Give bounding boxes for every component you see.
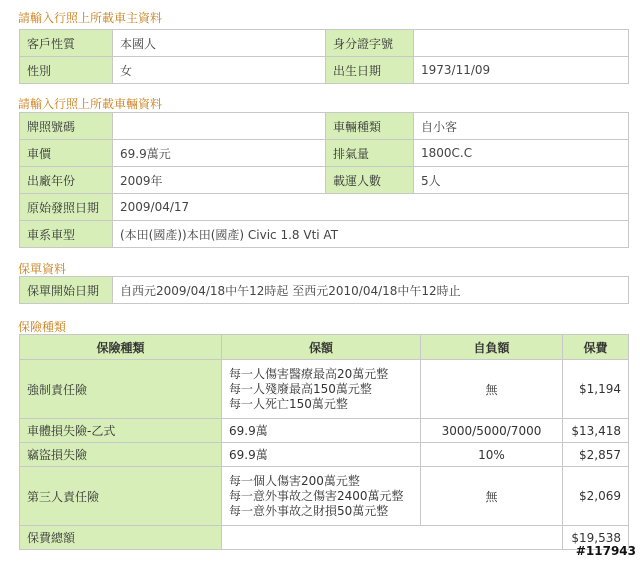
customer-type-label: 客戶性質 [20, 30, 113, 57]
table-row [20, 140, 629, 167]
header-amount: 保額 [222, 335, 421, 360]
car-price-label: 車價 [20, 140, 113, 167]
table-row [20, 419, 629, 443]
table-row [20, 467, 629, 526]
coverage-premium: $1,194 [563, 360, 629, 419]
coverage-type: 第三人責任險 [20, 467, 222, 526]
amount-line: 每一意外事故之傷害2400萬元整 [229, 488, 404, 503]
total-premium-value: $19,538 [563, 526, 629, 550]
passenger-count-label: 載運人數 [326, 167, 414, 194]
coverage-type: 竊盜損失險 [20, 443, 222, 467]
table-row [20, 221, 629, 248]
original-issue-date-label: 原始發照日期 [20, 194, 113, 221]
car-model-value: (本田(國產))本田(國產) Civic 1.8 Vti AT [113, 221, 629, 248]
vehicle-section-title: 請輸入行照上所載車輛資料 [18, 97, 163, 111]
plate-number-value [113, 113, 326, 140]
original-issue-date-value: 2009/04/17 [113, 194, 629, 221]
vehicle-type-label: 車輛種類 [326, 113, 414, 140]
total-spacer [222, 526, 563, 550]
coverage-deductible: 3000/5000/7000 [421, 419, 563, 443]
table-header-row [20, 335, 629, 360]
owner-section-title: 請輸入行照上所載車主資料 [18, 11, 163, 25]
displacement-value: 1800C.C [414, 140, 629, 167]
header-coverage-type: 保險種類 [20, 335, 222, 360]
coverage-amount [222, 360, 421, 419]
owner-info-table [19, 29, 629, 84]
policy-start-label: 保單開始日期 [20, 277, 113, 304]
customer-type-value: 本國人 [113, 30, 326, 57]
table-row [20, 194, 629, 221]
policy-info-table [19, 276, 629, 304]
policy-section-title: 保單資料 [18, 262, 67, 276]
vehicle-type-value: 自小客 [414, 113, 629, 140]
gender-value: 女 [113, 57, 326, 84]
manufacture-year-label: 出廠年份 [20, 167, 113, 194]
table-row [20, 277, 629, 304]
coverage-premium: $13,418 [563, 419, 629, 443]
watermark: #117943 [575, 544, 636, 558]
car-price-value: 69.9萬元 [113, 140, 326, 167]
birth-date-label: 出生日期 [326, 57, 414, 84]
table-row [20, 30, 629, 57]
coverage-section-title: 保險種類 [18, 320, 67, 334]
table-row [20, 526, 629, 550]
header-premium: 保費 [563, 335, 629, 360]
table-row [20, 360, 629, 419]
coverage-premium: $2,857 [563, 443, 629, 467]
coverage-table [19, 334, 629, 550]
header-deductible: 自負額 [421, 335, 563, 360]
coverage-amount: 69.9萬 [222, 419, 421, 443]
gender-label: 性別 [20, 57, 113, 84]
table-row [20, 167, 629, 194]
id-number-label: 身分證字號 [326, 30, 414, 57]
coverage-type: 車體損失險-乙式 [20, 419, 222, 443]
coverage-premium: $2,069 [563, 467, 629, 526]
amount-line: 每一個人傷害200萬元整 [229, 473, 360, 488]
birth-date-value: 1973/11/09 [414, 57, 629, 84]
coverage-amount: 69.9萬 [222, 443, 421, 467]
coverage-type: 強制責任險 [20, 360, 222, 419]
id-number-value [414, 30, 629, 57]
table-row [20, 113, 629, 140]
amount-line: 每一意外事故之財損50萬元整 [229, 503, 389, 518]
passenger-count-value: 5人 [414, 167, 629, 194]
amount-line: 每一人殘廢最高150萬元整 [229, 381, 372, 396]
table-row [20, 57, 629, 84]
amount-line: 每一人死亡150萬元整 [229, 396, 348, 411]
total-premium-label: 保費總額 [20, 526, 222, 550]
amount-line: 每一人傷害醫療最高20萬元整 [229, 366, 389, 381]
displacement-label: 排氣量 [326, 140, 414, 167]
coverage-deductible: 10% [421, 443, 563, 467]
table-row [20, 443, 629, 467]
vehicle-info-table [19, 112, 629, 248]
plate-number-label: 牌照號碼 [20, 113, 113, 140]
coverage-deductible: 無 [421, 467, 563, 526]
coverage-deductible: 無 [421, 360, 563, 419]
car-model-label: 車系車型 [20, 221, 113, 248]
coverage-amount [222, 467, 421, 526]
policy-period-value: 自西元2009/04/18中午12時起 至西元2010/04/18中午12時止 [113, 277, 629, 304]
manufacture-year-value: 2009年 [113, 167, 326, 194]
